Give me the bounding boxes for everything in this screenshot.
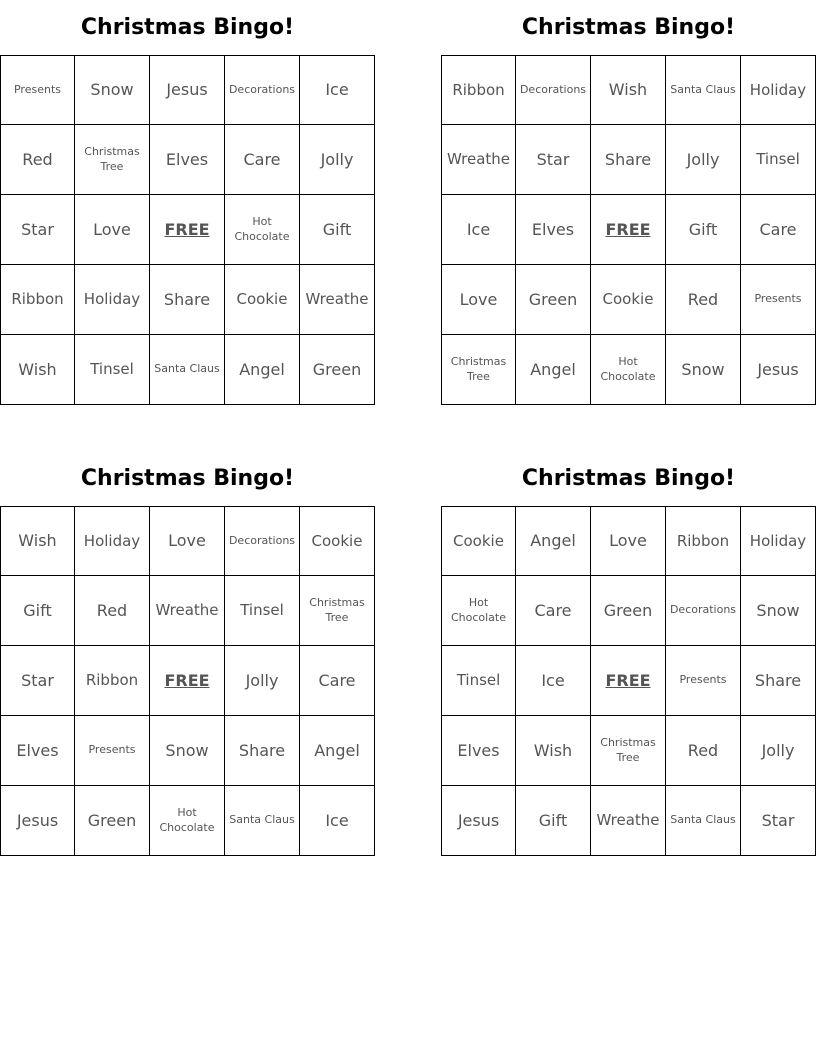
bingo-cell: Jesus — [441, 786, 516, 856]
bingo-cell: Ribbon — [75, 646, 150, 716]
bingo-cell: Elves — [441, 716, 516, 786]
bingo-cell: Snow — [741, 576, 816, 646]
bingo-cell: Jolly — [300, 125, 375, 195]
bingo-cell: Star — [0, 646, 75, 716]
bingo-cell: Decorations — [516, 55, 591, 125]
bingo-cell: Cookie — [225, 265, 300, 335]
bingo-cell: Jesus — [0, 786, 75, 856]
bingo-cell: Wish — [0, 506, 75, 576]
bingo-cell: Christmas Tree — [441, 335, 516, 405]
bingo-cell: Santa Claus — [666, 786, 741, 856]
bingo-cell: Wreathe — [441, 125, 516, 195]
bingo-cell: Star — [516, 125, 591, 195]
bingo-cell: Ice — [300, 786, 375, 856]
bingo-cell: Share — [741, 646, 816, 716]
bingo-cell: Holiday — [75, 506, 150, 576]
card-title: Christmas Bingo! — [521, 466, 736, 491]
bingo-cell: Gift — [516, 786, 591, 856]
bingo-cell: Holiday — [75, 265, 150, 335]
bingo-cell: Elves — [150, 125, 225, 195]
bingo-cell: Love — [75, 195, 150, 265]
bingo-cell: Green — [591, 576, 666, 646]
bingo-card-4 — [441, 451, 816, 856]
bingo-cell: Red — [666, 716, 741, 786]
bingo-cell: Wreathe — [591, 786, 666, 856]
bingo-cell: Share — [150, 265, 225, 335]
bingo-grid — [441, 506, 816, 856]
bingo-cell: Green — [516, 265, 591, 335]
bingo-cell: Star — [741, 786, 816, 856]
bingo-cell: Christmas Tree — [591, 716, 666, 786]
bingo-cell: Care — [741, 195, 816, 265]
bingo-cell: Red — [75, 576, 150, 646]
bingo-card-2 — [441, 0, 816, 405]
bingo-cell: Ribbon — [0, 265, 75, 335]
bingo-cell: Cookie — [441, 506, 516, 576]
bingo-cell: Jolly — [225, 646, 300, 716]
bingo-cell: Elves — [0, 716, 75, 786]
bingo-cell: Ice — [441, 195, 516, 265]
bingo-cell: Presents — [75, 716, 150, 786]
bingo-cell: Presents — [666, 646, 741, 716]
bingo-cell: Love — [441, 265, 516, 335]
bingo-cell: Tinsel — [75, 335, 150, 405]
bingo-cell: Cookie — [300, 506, 375, 576]
bingo-cell: Santa Claus — [666, 55, 741, 125]
bingo-cell: Hot Chocolate — [150, 786, 225, 856]
bingo-cell: Angel — [516, 506, 591, 576]
bingo-cell: Wish — [516, 716, 591, 786]
bingo-cell: Wreathe — [300, 265, 375, 335]
bingo-cell: Hot Chocolate — [441, 576, 516, 646]
free-space: FREE — [591, 195, 666, 265]
bingo-cell: Snow — [75, 55, 150, 125]
bingo-cell: Hot Chocolate — [225, 195, 300, 265]
bingo-cell: Star — [0, 195, 75, 265]
bingo-cell: Wish — [0, 335, 75, 405]
bingo-cell: Love — [591, 506, 666, 576]
card-title: Christmas Bingo! — [521, 15, 736, 40]
bingo-cell: Presents — [741, 265, 816, 335]
bingo-cell: Green — [75, 786, 150, 856]
bingo-cell: Ice — [516, 646, 591, 716]
bingo-grid — [441, 55, 816, 405]
bingo-cell: Red — [666, 265, 741, 335]
card-title: Christmas Bingo! — [80, 15, 295, 40]
free-space: FREE — [150, 646, 225, 716]
bingo-cell: Christmas Tree — [75, 125, 150, 195]
bingo-cell: Angel — [300, 716, 375, 786]
bingo-cell: Jolly — [741, 716, 816, 786]
bingo-cell: Decorations — [666, 576, 741, 646]
card-title: Christmas Bingo! — [80, 466, 295, 491]
bingo-cell: Ice — [300, 55, 375, 125]
bingo-cell: Gift — [0, 576, 75, 646]
bingo-cell: Holiday — [741, 506, 816, 576]
bingo-cell: Wish — [591, 55, 666, 125]
bingo-cell: Jesus — [741, 335, 816, 405]
bingo-cell: Decorations — [225, 55, 300, 125]
bingo-cell: Care — [225, 125, 300, 195]
bingo-cell: Gift — [666, 195, 741, 265]
bingo-cell: Snow — [150, 716, 225, 786]
bingo-cell: Care — [516, 576, 591, 646]
bingo-cell: Red — [0, 125, 75, 195]
bingo-grid — [0, 506, 375, 856]
bingo-cell: Jolly — [666, 125, 741, 195]
bingo-cell: Santa Claus — [150, 335, 225, 405]
bingo-grid — [0, 55, 375, 405]
bingo-cell: Care — [300, 646, 375, 716]
bingo-cell: Holiday — [741, 55, 816, 125]
bingo-cell: Tinsel — [741, 125, 816, 195]
bingo-card-1 — [0, 0, 375, 405]
bingo-cell: Angel — [225, 335, 300, 405]
bingo-cell: Elves — [516, 195, 591, 265]
bingo-cell: Ribbon — [441, 55, 516, 125]
bingo-cell: Share — [225, 716, 300, 786]
bingo-cell: Christmas Tree — [300, 576, 375, 646]
bingo-cell: Angel — [516, 335, 591, 405]
bingo-cell: Decorations — [225, 506, 300, 576]
bingo-card-3 — [0, 451, 375, 856]
bingo-cell: Hot Chocolate — [591, 335, 666, 405]
free-space: FREE — [150, 195, 225, 265]
bingo-cell: Cookie — [591, 265, 666, 335]
bingo-cell: Presents — [0, 55, 75, 125]
bingo-cell: Love — [150, 506, 225, 576]
free-space: FREE — [591, 646, 666, 716]
bingo-cell: Tinsel — [225, 576, 300, 646]
bingo-cell: Green — [300, 335, 375, 405]
bingo-cell: Jesus — [150, 55, 225, 125]
bingo-cell: Santa Claus — [225, 786, 300, 856]
bingo-cell: Tinsel — [441, 646, 516, 716]
bingo-cell: Share — [591, 125, 666, 195]
bingo-cell: Gift — [300, 195, 375, 265]
bingo-cell: Snow — [666, 335, 741, 405]
bingo-cell: Ribbon — [666, 506, 741, 576]
bingo-cell: Wreathe — [150, 576, 225, 646]
